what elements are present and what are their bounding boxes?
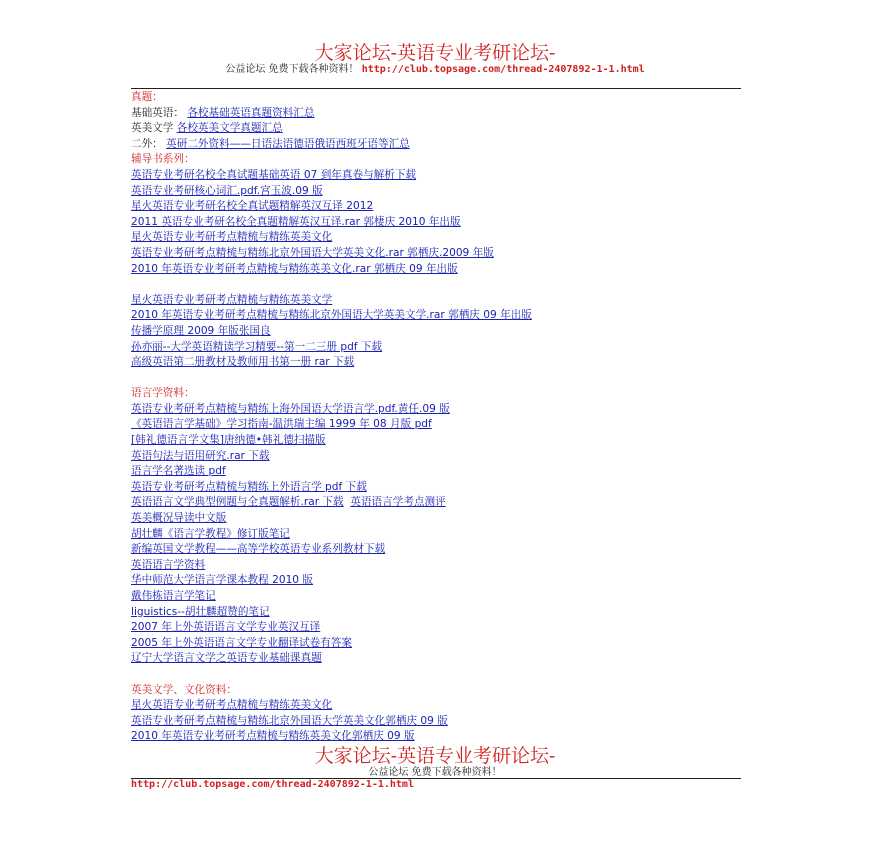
list-item: [131, 106, 751, 122]
list-item-link[interactable]: 星火英语专业考研名校全真试题精解英汉互译 2012: [131, 200, 374, 213]
list-item-link[interactable]: 胡壮麟《语言学教程》修订版笔记: [131, 527, 290, 540]
list-item-link[interactable]: 英语语言学考点测评: [350, 496, 446, 509]
list-item-link[interactable]: 英语专业考研考点精梳与精练上海外国语大学语言学.pdf.黄任.09 版: [131, 402, 450, 415]
list-item-link[interactable]: 新编英国文学教程——高等学校英语专业系列教材下载: [131, 543, 386, 556]
list-item-link[interactable]: 2010 年英语专业考研考点精梳与精练英美文化.rar 郭栖庆 09 年出版: [131, 262, 458, 275]
list-item-link[interactable]: 英语专业考研考点精梳与精练北京外国语大学英美文化.rar 郭栖庆.2009 年版: [131, 246, 494, 259]
header-url[interactable]: http://club.topsage.com/thread-2407892-1-1.html: [361, 64, 645, 75]
row-label: 二外：: [131, 137, 163, 150]
header-rule: [131, 88, 741, 89]
row-label: 英美文学: [131, 122, 174, 135]
list-item-link[interactable]: 传播学原理 2009 年版张国良: [131, 324, 271, 337]
footer-subtitle: 公益论坛 免费下载各种资料！: [368, 767, 502, 778]
list-item-link[interactable]: 2010 年英语专业考研考点精梳与精练英美文化郭栖庆 09 版: [131, 730, 415, 743]
list-item-link[interactable]: 2007 年上外英语语言文学专业英汉互译: [131, 621, 321, 634]
list-item-link[interactable]: 英语专业考研考点精梳与精练北京外国语大学英美文化郭栖庆 09 版: [131, 714, 448, 727]
header-subtitle: [0, 63, 870, 77]
list-item: [131, 137, 751, 153]
spacer: [131, 371, 751, 387]
link-erwai[interactable]: 英研二外资料——日语法语德语俄语西班牙语等汇总: [166, 137, 410, 150]
list-item-link[interactable]: 星火英语专业考研考点精梳与精练英美文学: [131, 293, 333, 306]
content-body: [131, 90, 751, 745]
list-item-link[interactable]: 语言学名著选读 pdf: [131, 465, 226, 478]
list-item-link[interactable]: 戴伟栋语言学笔记: [131, 590, 216, 602]
list-item-link[interactable]: 英语专业考研核心词汇.pdf.宫玉波.09 版: [131, 184, 323, 197]
list-item-link[interactable]: 2011 英语专业考研名校全真题精解英汉互译.rar 郭棲庆 2010 年出版: [131, 215, 461, 228]
list-item-link[interactable]: 辽宁大学语言文学之英语专业基础课真题: [131, 652, 322, 665]
section-heading-yuyanxue: 语言学资料：: [131, 387, 195, 400]
list-item-link[interactable]: 英语语言文学典型例题与全真题解析.rar 下载: [131, 496, 344, 509]
list-item-link[interactable]: 英美概况导读中文版: [131, 512, 227, 525]
list-item-link[interactable]: 英语专业考研名校全真试题基础英语 07 到年真卷与解析下载: [131, 168, 417, 181]
list-item-link[interactable]: liguistics--胡壮麟超赞的笔记: [131, 605, 270, 618]
header-title: 大家论坛-英语专业考研论坛-: [314, 42, 556, 64]
list-item-link[interactable]: 英语句法与语用研究.rar 下载: [131, 449, 270, 462]
list-item-link[interactable]: 星火英语专业考研考点精梳与精练英美文化: [131, 699, 333, 712]
list-item-link[interactable]: 星火英语专业考研考点精梳与精练英美文化: [131, 231, 333, 244]
header-subtitle-text: 公益论坛 免费下载各种资料！: [225, 64, 359, 75]
section-heading-fudao: 辅导书系列：: [131, 153, 195, 166]
list-item: [131, 495, 751, 511]
section-heading-zhenti: 真题：: [131, 91, 163, 103]
spacer: [131, 667, 751, 683]
list-item-link[interactable]: [韩礼德语言学文集]唐纳德•韩礼德扫描版: [131, 434, 326, 447]
section-heading-yingmei: 英美文学、文化资料：: [131, 683, 237, 696]
list-item-link[interactable]: 孙亦丽--大学英语精读学习精要--第一二三册 pdf 下载: [131, 340, 383, 353]
list-item-link[interactable]: 英语专业考研考点精梳与精练上外语言学 pdf 下载: [131, 480, 367, 493]
spacer: [131, 277, 751, 293]
row-label: 基础英语：: [131, 106, 184, 119]
list-item-link[interactable]: 华中师范大学语言学课本教程 2010 版: [131, 574, 314, 587]
list-item: [131, 121, 751, 137]
list-item-link[interactable]: 高级英语第二册教材及教师用书第一册 rar 下载: [131, 356, 355, 369]
link-jichu-yingyu[interactable]: 各校基础英语真题资料汇总: [187, 106, 315, 119]
list-item-link[interactable]: 2005 年上外英语语言文学专业翻译试卷有答案: [131, 636, 353, 649]
list-item-link[interactable]: 《英语语言学基础》学习指南-温洪瑞主编 1999 年 08 月版 pdf: [131, 418, 432, 431]
link-yingmei-wenxue[interactable]: 各校英美文学真题汇总: [176, 122, 283, 135]
footer-url[interactable]: http://club.topsage.com/thread-2407892-1-1.html: [131, 779, 414, 790]
list-item-link[interactable]: 2010 年英语专业考研考点精梳与精练北京外国语大学英美文学.rar 郭栖庆 09 年出版: [131, 309, 532, 322]
list-item-link[interactable]: 英语语言学资料: [131, 558, 206, 571]
footer-title: 大家论坛-英语专业考研论坛-: [314, 745, 556, 767]
